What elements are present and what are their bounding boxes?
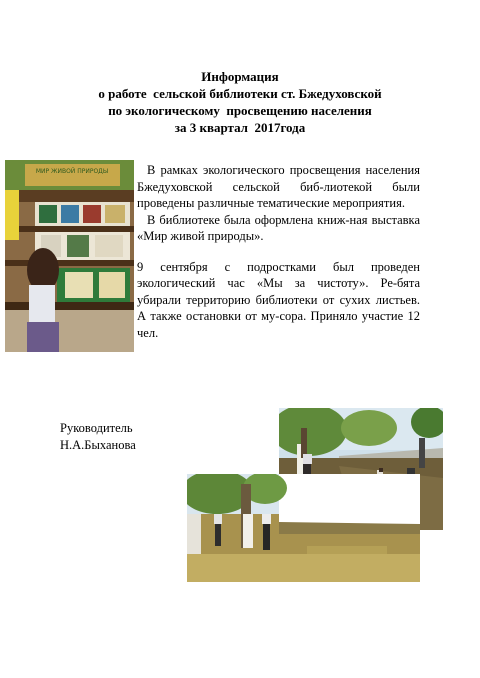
paragraph-1: В рамках экологического просвещения населения Бжедуховской сельской биб-лиотекой были проведены различные тематические мероприятия. <box>137 163 420 210</box>
signature-name: Н.А.Быханова <box>60 438 136 452</box>
signature-block <box>60 420 136 454</box>
cleanup-photo-yard <box>187 474 420 582</box>
paragraph-2: В библиотеке была оформлена книж-ная выставка «Мир живой природы». <box>137 212 420 243</box>
signature-role: Руководитель <box>60 421 133 435</box>
document-title <box>60 68 420 136</box>
title-line-3: по экологическому просвещению населения <box>108 103 372 118</box>
report-body <box>137 162 420 341</box>
exhibit-sign-text: МИР ЖИВОЙ ПРИРОДЫ <box>35 168 109 175</box>
title-line-4: за 3 квартал 2017года <box>174 120 306 135</box>
title-line-1: Информация <box>201 69 279 84</box>
title-line-2: о работе сельской библиотеки ст. Бжедуховской <box>98 86 382 101</box>
book-exhibition-photo <box>5 160 134 352</box>
paragraph-3: 9 сентября с подростками был проведен экологический час «Мы за чистоту». Ре-бята убирали территорию библиотеки от сухих листьев. А также остановки от му-сора. Приняло участие 12 чел. <box>137 259 420 340</box>
